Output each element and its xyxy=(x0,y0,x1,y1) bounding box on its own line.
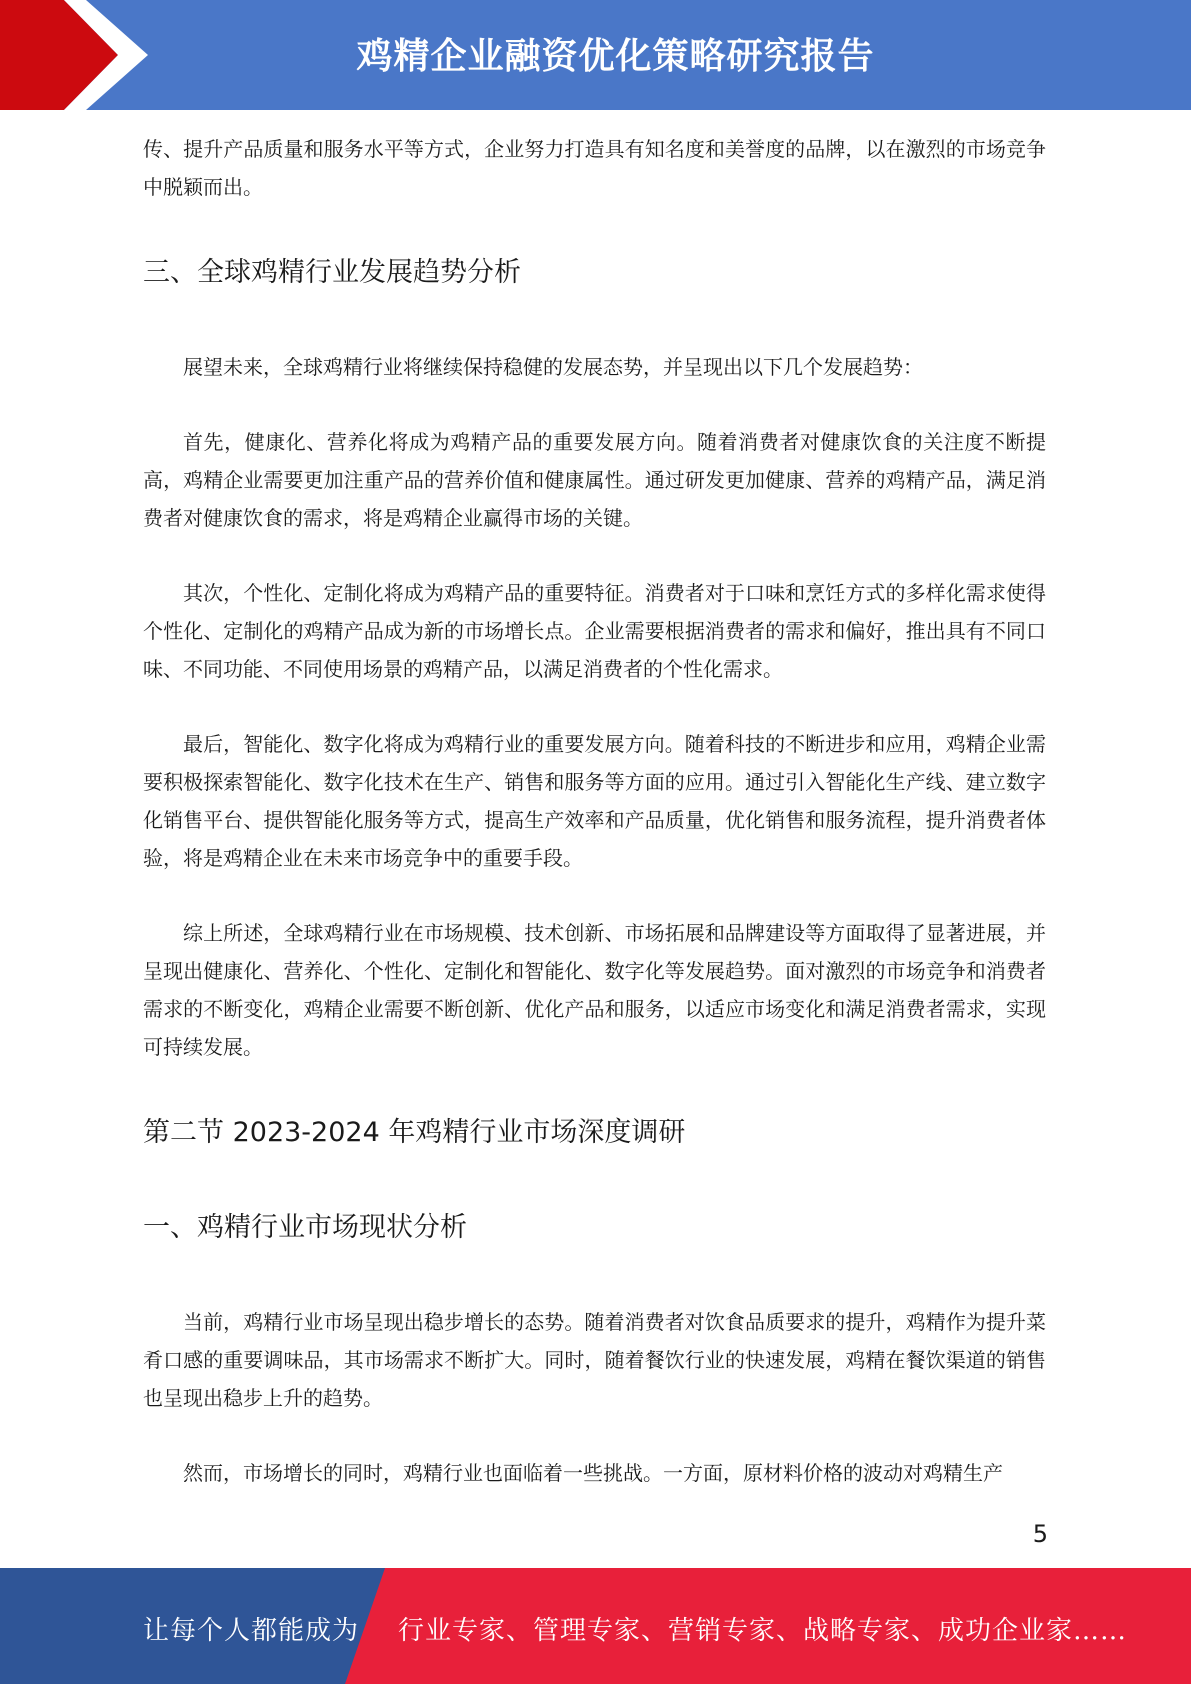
section3-heading: 三、全球鸡精行业发展趋势分析 xyxy=(143,257,521,288)
page-number: 5 xyxy=(1032,1520,1048,1548)
subsection1-paragraph-2: 然而，市场增长的同时，鸡精行业也面临着一些挑战。一方面，原材料价格的波动对鸡精生产 xyxy=(183,1461,1003,1485)
page-content xyxy=(143,130,1046,1492)
page-footer xyxy=(0,1568,1191,1684)
footer-slogan-right: 行业专家、管理专家、营销专家、战略专家、成功企业家…… xyxy=(398,1616,1128,1646)
intro-continuation-paragraph: 传、提升产品质量和服务水平等方式，企业努力打造具有知名度和美誉度的品牌，以在激烈的市场竞争中脱颖而出。 xyxy=(143,137,1046,199)
header-arrow-decoration xyxy=(0,0,160,110)
subsection1-heading: 一、鸡精行业市场现状分析 xyxy=(143,1212,467,1243)
section3-paragraph-3: 其次，个性化、定制化将成为鸡精产品的重要特征。消费者对于口味和烹饪方式的多样化需求使得个性化、定制化的鸡精产品成为新的市场增长点。企业需要根据消费者的需求和偏好，推出具有不同口味、不同功能、不同使用场景的鸡精产品，以满足消费者的个性化需求。 xyxy=(143,581,1046,681)
section3-paragraph-1: 展望未来，全球鸡精行业将继续保持稳健的发展态势，并呈现出以下几个发展趋势： xyxy=(183,355,923,379)
section-title: 第二节 2023-2024 年鸡精行业市场深度调研 xyxy=(143,1117,686,1148)
subsection1-paragraph-1: 当前，鸡精行业市场呈现出稳步增长的态势。随着消费者对饮食品质要求的提升，鸡精作为提升菜肴口感的重要调味品，其市场需求不断扩大。同时，随着餐饮行业的快速发展，鸡精在餐饮渠道的销售也呈现出稳步上升的趋势。 xyxy=(143,1310,1046,1410)
section3-paragraph-4: 最后，智能化、数字化将成为鸡精行业的重要发展方向。随着科技的不断进步和应用，鸡精企业需要积极探索智能化、数字化技术在生产、销售和服务等方面的应用。通过引入智能化生产线、建立数字化销售平台、提供智能化服务等方式，提高生产效率和产品质量，优化销售和服务流程，提升消费者体验，将是鸡精企业在未来市场竞争中的重要手段。 xyxy=(143,732,1046,870)
section3-paragraph-2: 首先，健康化、营养化将成为鸡精产品的重要发展方向。随着消费者对健康饮食的关注度不断提高，鸡精企业需要更加注重产品的营养价值和健康属性。通过研发更加健康、营养的鸡精产品，满足消费者对健康饮食的需求，将是鸡精企业赢得市场的关键。 xyxy=(143,430,1046,530)
footer-slogan-left: 让每个人都能成为 xyxy=(143,1616,360,1646)
report-title: 鸡精企业融资优化策略研究报告 xyxy=(356,36,875,77)
section3-paragraph-5: 综上所述，全球鸡精行业在市场规模、技术创新、市场拓展和品牌建设等方面取得了显著进展，并呈现出健康化、营养化、个性化、定制化和智能化、数字化等发展趋势。面对激烈的市场竞争和消费者需求的不断变化，鸡精企业需要不断创新、优化产品和服务，以适应市场变化和满足消费者需求，实现可持续发展。 xyxy=(143,921,1046,1059)
page-header xyxy=(0,0,1191,110)
